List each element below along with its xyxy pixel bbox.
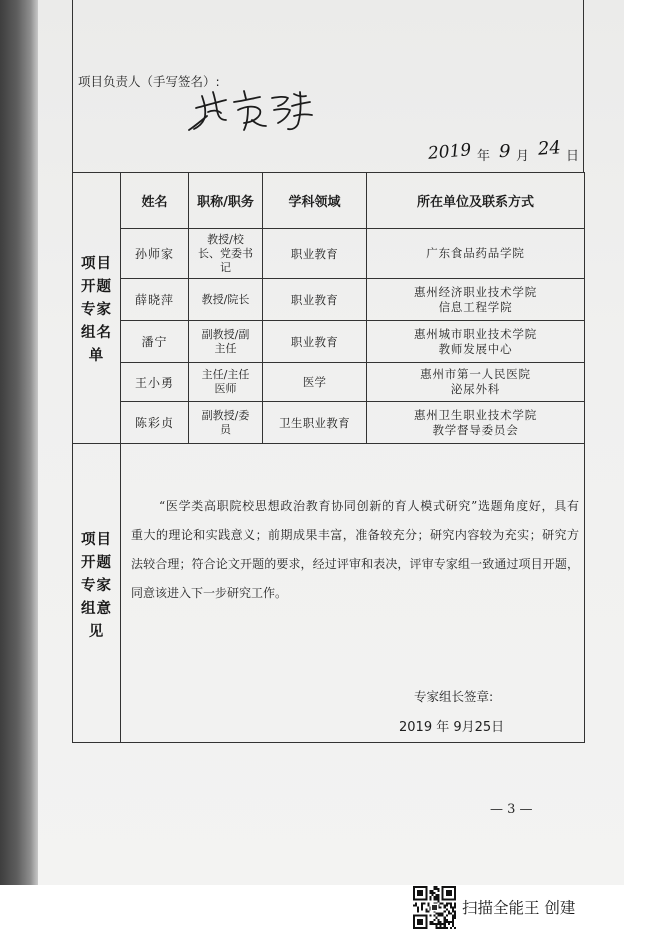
- expert-field: 卫生职业教育: [263, 402, 367, 444]
- date-month-unit: 月: [516, 149, 530, 164]
- page-number: — 3 —: [490, 802, 533, 817]
- opinion-date: 2019 年 9月25日: [399, 720, 505, 735]
- unit-line: 信息工程学院: [438, 299, 513, 314]
- expert-list-section-label: [73, 173, 121, 444]
- section-label-line: 项目: [81, 531, 112, 548]
- date-year-handwritten: 2019: [427, 140, 473, 164]
- expert-unit: [367, 279, 585, 321]
- section-label-line: 组名: [81, 325, 112, 341]
- expert-title: 主任/主任医师: [189, 363, 263, 402]
- expert-opinion-section-label: [73, 444, 121, 743]
- table-row: [73, 321, 585, 363]
- section-label-line: 单: [88, 348, 105, 364]
- column-header-name: 姓名: [121, 173, 189, 229]
- expert-field: 职业教育: [263, 229, 367, 279]
- leader-signature-label: 项目负责人（手写签名）:: [78, 74, 220, 89]
- scanner-app-credit: 扫描全能王 创建: [462, 899, 576, 917]
- expert-panel-table: [72, 172, 585, 743]
- unit-line: 教师发展中心: [438, 341, 513, 356]
- date-month-handwritten: 9: [499, 141, 511, 162]
- qr-code-icon: [413, 886, 456, 929]
- section-label-line: 见: [88, 623, 105, 640]
- expert-unit: [367, 229, 585, 279]
- unit-line: 泌尿外科: [450, 382, 501, 396]
- expert-title: 副教授/副主任: [189, 321, 263, 363]
- expert-title: 教授/校长、党委书记: [189, 229, 263, 279]
- table-row: [73, 402, 585, 444]
- unit-line: 惠州城市职业技术学院: [414, 326, 537, 341]
- opinion-line: “医学类高职院校思想政治教育协同创新的育人模式研究”选题角度好，具有: [159, 499, 579, 513]
- opinion-paragraph: [131, 492, 579, 608]
- expert-name: 潘宁: [121, 321, 189, 363]
- section-label-line: 开题: [81, 554, 112, 571]
- expert-unit: [367, 321, 585, 363]
- opinion-line: 法较合理；符合论文开题的要求，经过评审和表决，评审专家组一致通过项目开题，: [131, 557, 579, 571]
- table-row: [73, 363, 585, 402]
- panel-leader-seal-label: 专家组长签章:: [414, 689, 494, 704]
- section-label-line: 专家: [81, 302, 112, 318]
- date-day-unit: 日: [566, 149, 580, 164]
- expert-field: 职业教育: [263, 321, 367, 363]
- unit-line: 广东食品药品学院: [426, 246, 525, 260]
- unit-line: 惠州经济职业技术学院: [414, 284, 537, 299]
- expert-name: 孙师家: [121, 229, 189, 279]
- expert-name: 王小勇: [121, 363, 189, 402]
- table-header-row: [73, 173, 585, 229]
- section-label-line: 组意: [81, 600, 112, 617]
- date-day-handwritten: 24: [537, 137, 562, 160]
- scan-edge-shadow: [0, 0, 38, 885]
- column-header-unit: 所在单位及联系方式: [367, 173, 585, 229]
- expert-title: 副教授/委员: [189, 402, 263, 444]
- section-label-line: 专家: [81, 577, 112, 594]
- expert-opinion-row: [73, 444, 585, 743]
- section-label-line: 项目: [81, 256, 112, 272]
- unit-line: 惠州市第一人民医院: [420, 367, 531, 381]
- leader-signature-date: [427, 137, 582, 170]
- handwritten-signature: [186, 86, 314, 136]
- table-row: [73, 229, 585, 279]
- section-label-line: 开题: [81, 279, 112, 295]
- opinion-line: 重大的理论和实践意义；前期成果丰富，准备较充分；研究内容较为充实；研究方: [131, 528, 579, 542]
- expert-unit: [367, 402, 585, 444]
- opinion-line: 同意该进入下一步研究工作。: [131, 586, 288, 600]
- expert-opinion-cell: [121, 444, 585, 743]
- unit-line: 惠州卫生职业技术学院: [414, 407, 537, 422]
- date-year-unit: 年: [477, 149, 491, 164]
- column-header-field: 学科领域: [263, 173, 367, 229]
- expert-field: 医学: [263, 363, 367, 402]
- expert-field: 职业教育: [263, 279, 367, 321]
- expert-name: 薛晓萍: [121, 279, 189, 321]
- unit-line: 教学督导委员会: [432, 422, 519, 437]
- expert-unit: [367, 363, 585, 402]
- expert-name: 陈彩贞: [121, 402, 189, 444]
- expert-title: 教授/院长: [189, 279, 263, 321]
- table-row: [73, 279, 585, 321]
- column-header-title: 职称/职务: [189, 173, 263, 229]
